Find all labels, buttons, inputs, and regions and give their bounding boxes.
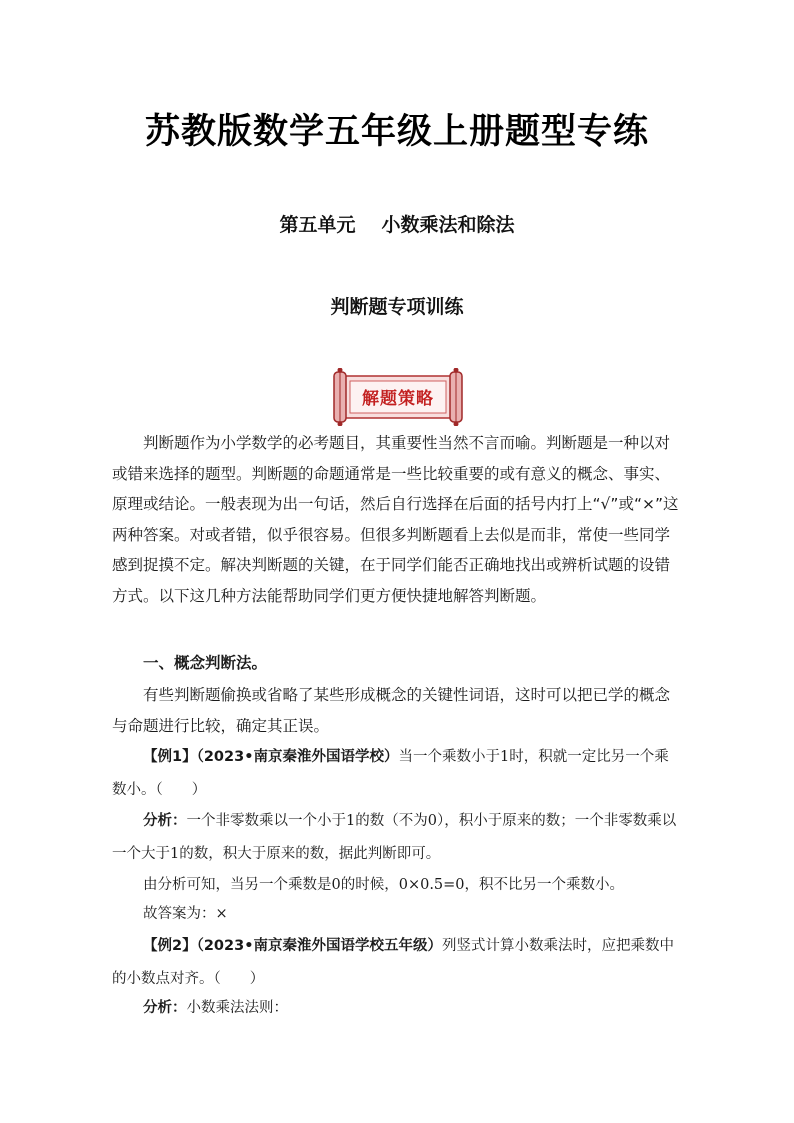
example1-question xyxy=(112,741,682,806)
section1-paragraph: 有些判断题偷换或省略了某些形成概念的关键性词语，这时可以把已学的概念与命题进行比较，确定其正误。 xyxy=(112,686,671,735)
example2-question xyxy=(112,930,682,995)
document-title: 苏教版数学五年级上册题型专练 xyxy=(144,112,649,152)
example1-solution: 由分析可知，当另一个乘数是0的时候，0×0.5=0，积不比另一个乘数小。 xyxy=(143,877,625,893)
example1-answer: 故答案为：× xyxy=(143,906,228,922)
unit-name: 小数乘法和除法 xyxy=(381,214,515,236)
intro-paragraph: 判断题作为小学数学的必考题目，其重要性当然不言而喻。判断题是一种以对或错来选择的题型。判断题的命题通常是一些比较重要的或有意义的概念、事实、原理或结论。一般表现为出一句话，然后自行选择在后面的括号内打上“√”或“×”这两种答案。对或者错，似乎很容易。但很多判断题看上去似是而非，常使一些同学感到捉摸不定。解决判断题的关键，在于同学们能否正确地找出或辨析试题的设错方式。以下这几种方法能帮助同学们更方便快捷地解答判断题。 xyxy=(112,434,679,605)
example1-analysis-text: 一个非零数乘以一个小于1的数（不为0），积小于原来的数；一个非零数乘以一个大于1的数，积大于原来的数，据此判断即可。 xyxy=(112,813,677,862)
unit-label: 第五单元 xyxy=(279,214,356,236)
banner-label: 解题策略 xyxy=(362,389,434,409)
example1-label: 【例1】（2023•南京秦淮外国语学校） xyxy=(143,749,399,765)
example2-analysis xyxy=(112,992,682,1025)
section1-heading: 一、概念判断法。 xyxy=(143,654,268,672)
example2-label: 【例2】（2023•南京秦淮外国语学校五年级） xyxy=(143,938,442,954)
example1-analysis-label: 分析： xyxy=(143,813,187,829)
example1-analysis xyxy=(112,805,682,870)
unit-heading xyxy=(0,210,794,237)
section-subtitle: 判断题专项训练 xyxy=(330,296,464,318)
example2-text: 列竖式计算小数乘法时，应把乘数中的小数点对齐。（ ） xyxy=(112,938,674,987)
strategy-banner xyxy=(330,368,466,426)
example2-analysis-text: 小数乘法法则： xyxy=(186,1000,288,1016)
example2-analysis-label: 分析： xyxy=(143,1000,187,1016)
example1-text: 当一个乘数小于1时，积就一定比另一个乘数小。（ ） xyxy=(112,749,669,798)
